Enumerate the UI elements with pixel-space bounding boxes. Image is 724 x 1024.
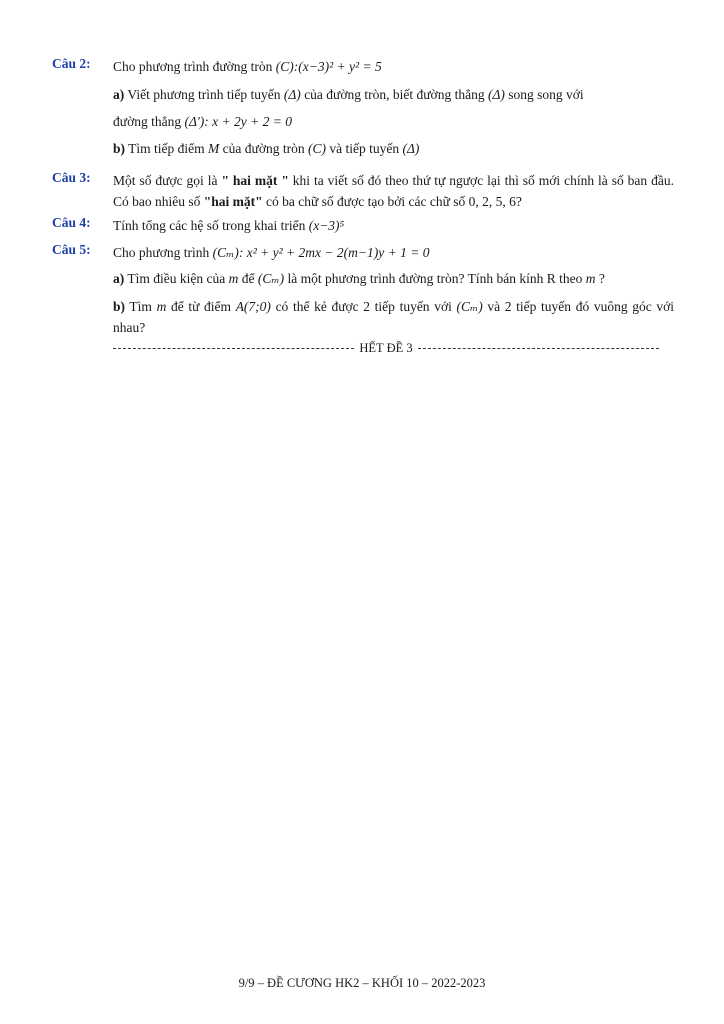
question-2 <box>52 56 674 77</box>
question-text: Cho phương trình (Cₘ): x² + y² + 2mx − 2(m−1)y + 1 = 0 <box>113 245 430 260</box>
end-of-exam-divider <box>113 341 659 356</box>
question-2a: a) Viết phương trình tiếp tuyến (Δ) của đường tròn, biết đường thẳng (Δ) song song với <box>113 87 584 102</box>
question-5a: a) Tìm điều kiện của m để (Cₘ) là một phương trình đường tròn? Tính bán kính R theo m ? <box>113 271 605 286</box>
question-label: Câu 4: <box>52 215 91 230</box>
question-3 <box>52 170 674 212</box>
family-equation: (Cₘ): x² + y² + 2mx − 2(m−1)y + 1 = 0 <box>212 245 430 260</box>
question-label: Câu 3: <box>52 170 91 185</box>
question-text: Tính tổng các hệ số trong khai triển (x−3)⁵ <box>113 218 345 233</box>
question-text: Cho phương trình đường tròn (C):(x−3)² + y² = 5 <box>113 59 382 74</box>
circle-equation: (C):(x−3)² + y² = 5 <box>275 59 382 74</box>
question-5 <box>52 242 674 263</box>
question-text: Một số được gọi là " hai mặt " khi ta viết số đó theo thứ tự ngược lại thì số mới chính là số ban đầu. Có bao nhiêu số "hai mặt" có ba chữ số được tạo bởi các chữ số 0, 2, 5, 6? <box>113 173 674 209</box>
question-5b: b) Tìm m để từ điểm A(7;0) có thể kẻ được 2 tiếp tuyến với (Cₘ) và 2 tiếp tuyến đó vuông góc với nhau? <box>113 299 674 335</box>
question-4 <box>52 215 674 236</box>
question-2b: b) Tìm tiếp điểm M của đường tròn (C) và tiếp tuyến (Δ) <box>113 141 420 156</box>
divider-line-left <box>113 348 354 349</box>
divider-label: HẾT ĐỀ 3 <box>359 341 413 355</box>
line-equation: (Δ'): x + 2y + 2 = 0 <box>184 114 292 129</box>
question-label: Câu 2: <box>52 56 91 71</box>
question-label: Câu 5: <box>52 242 91 257</box>
divider-line-right <box>418 348 659 349</box>
question-2a-line2: đường thẳng (Δ'): x + 2y + 2 = 0 <box>113 114 292 129</box>
page-footer: 9/9 – ĐỀ CƯƠNG HK2 – KHỐI 10 – 2022-2023 <box>238 976 486 990</box>
binomial-expression: (x−3)⁵ <box>308 218 345 233</box>
